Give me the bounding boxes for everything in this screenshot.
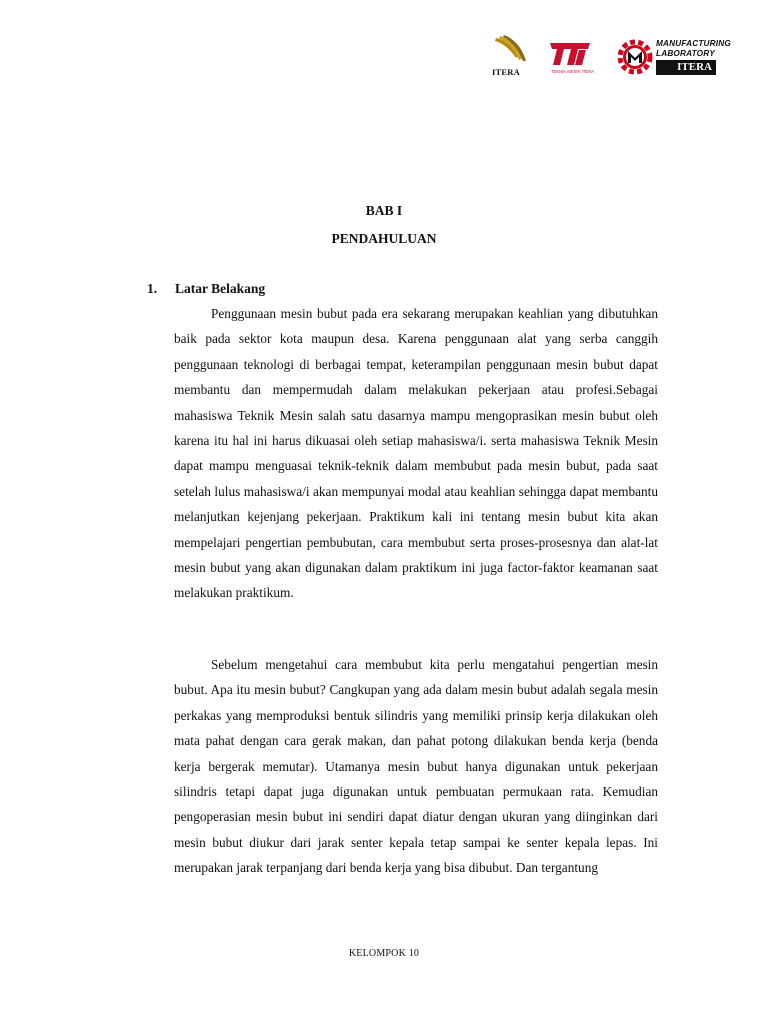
manufacturing-label: MANUFACTURING: [656, 39, 731, 48]
teknik-mesin-logo: [548, 40, 594, 80]
itera-emblem-icon: [488, 34, 532, 68]
teknik-mesin-logo-caption: TEKNIK MESIN ITERA: [551, 69, 595, 74]
chapter-number: BAB I: [365, 203, 403, 218]
manufacturing-lab-text: [656, 39, 731, 58]
manufacturing-lab-logo: [616, 36, 750, 82]
itera-logo: [488, 34, 532, 80]
page-footer: KELOMPOK 10: [348, 948, 420, 959]
paragraph-1: Penggunaan mesin bubut pada era sekarang merupakan keahlian yang dibutuhkan baik pada sektor kota maupun desa. Karena penggunaan alat yang serba canggih penggunaan teknologi di berbagai tempat, keterampilan penggunaan mesin bubut dapat membantu dan mempermudah dalam melakukan pekerjaan atau profesi.Sebagai mahasiswa Teknik Mesin salah satu dasarnya mampu mengoprasikan mesin bubut oleh karena itu hal ini harus dikuasai oleh setiap mahasiswa/i. serta mahasiswa Teknik Mesin dapat mampu menguasai teknik-teknik dalam membubut pada mesin bubut, pada saat setelah lulus mahasiswa/i akan mempunyai modal atau keahlian sehingga dapat membantu melanjutkan kejenjang pekerjaan. Praktikum kali ini tentang mesin bubut kita akan mempelajari pengertian pembubutan, cara membubut serta proses-prosesnya dan alat-lat mesin bubut yang akan digunakan dalam praktikum ini juga factor-faktor keamanan saat melakukan praktikum.: [174, 306, 658, 601]
section-title: Latar Belakang: [175, 281, 266, 296]
chapter-title: PENDAHULUAN: [331, 231, 437, 246]
laboratory-label: LABORATORY: [656, 48, 715, 58]
itera-logo-caption: ITERA: [492, 67, 520, 77]
header-logos: [488, 30, 750, 90]
section-heading: [147, 281, 265, 297]
section-number: 1.: [147, 281, 158, 296]
teknik-mesin-emblem-icon: [548, 40, 592, 68]
gear-m-emblem-icon: [616, 38, 654, 76]
paragraph-2: Sebelum mengetahui cara membubut kita perlu mengatahui pengertian mesin bubut. Apa itu mesin bubut? Cangkupan yang ada dalam mesin bubut adalah segala mesin perkakas yang memproduksi bentuk silindris yang memiliki prinsip kerja dilakukan oleh mata pahat dengan cara gerak makan, dan pahat potong dilakukan benda kerja (benda kerja bergerak memutar). Utamanya mesin bubut hanya digunakan untuk pekerjaan silindris tetapi dapat juga digunakan untuk pembuatan permukaan rata. Kemudian pengoperasian mesin bubut ini sendiri dapat diatur dengan ukuran yang diinginkan dari mesin bubut diukur dari jarak senter kepala tetap sampai ke senter kepala lepas. Ini merupakan jarak terpanjang dari benda kerja yang bisa dibubut. Dan tergantung: [174, 657, 658, 876]
itera-bar-label: ITERA: [656, 60, 716, 75]
